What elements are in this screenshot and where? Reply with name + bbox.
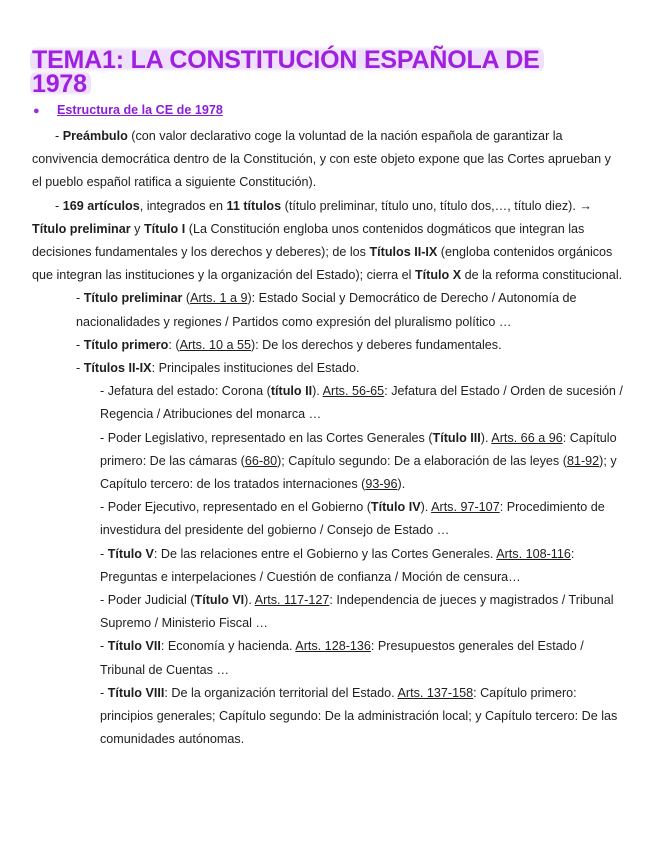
- article-ref[interactable]: Arts. 108-116: [496, 546, 571, 561]
- bold-term: Título preliminar: [83, 291, 183, 306]
- bullet-item: [33, 101, 223, 120]
- text: ).: [312, 384, 323, 399]
- text: : Capítulo primero: De las cámaras (: [100, 430, 617, 468]
- bold-term: Título VI: [194, 593, 245, 608]
- article-ref[interactable]: Arts. 97-107: [431, 500, 500, 515]
- bold-term: Título I: [143, 221, 186, 236]
- preambulo-paragraph: [32, 125, 624, 195]
- preliminar-item: [32, 287, 624, 333]
- article-ref[interactable]: Arts. 1 a 9: [190, 291, 248, 306]
- article-ref[interactable]: Arts. 117-127: [254, 593, 330, 608]
- titulos-item: [32, 357, 624, 380]
- bold-term: 169 artículos: [62, 198, 140, 213]
- bold-term: Título V: [107, 546, 154, 561]
- article-ref[interactable]: Arts. 10 a 55: [179, 337, 251, 352]
- bold-term: Título primero: [83, 337, 169, 352]
- text: : Principales instituciones del Estado.: [151, 361, 360, 376]
- text: : Jefatura del Estado / Orden de sucesión / Regencia / Atribuciones del monarca …: [100, 384, 623, 422]
- judicial-item: [32, 589, 624, 635]
- text: de la reforma constitucional.: [461, 268, 623, 283]
- bold-term: Título III: [432, 430, 481, 445]
- dash: -: [76, 361, 84, 376]
- text: : Procedimiento de investidura del presidente del gobierno / Consejo de Estado …: [100, 500, 605, 538]
- document-body: [32, 125, 624, 751]
- article-ref[interactable]: 66-80: [244, 453, 278, 468]
- dash: -: [76, 291, 84, 306]
- article-ref[interactable]: 93-96: [365, 477, 398, 492]
- text: ).: [480, 430, 492, 445]
- titulo-vii-item: [32, 635, 624, 681]
- dash: -: [76, 337, 84, 352]
- bold-term: Título VIII: [107, 685, 165, 700]
- text: : Independencia de jueces y magistrados / Tribunal Supremo / Ministerio Fiscal …: [100, 593, 614, 631]
- bold-term: Títulos II-IX: [369, 245, 438, 260]
- text: : De las relaciones entre el Gobierno y las Cortes Generales.: [153, 546, 497, 561]
- legislativo-item: [32, 427, 624, 497]
- text: (engloba contenidos orgánicos que integran las instituciones y la organización del Estado); cierra el: [32, 245, 613, 283]
- bold-term: título II: [270, 384, 313, 399]
- articulos-paragraph: [32, 195, 624, 288]
- text: (La Constitución engloba unos contenidos dogmáticos que integran las decisiones fundamentales y los derechos y deberes); de los: [32, 221, 585, 260]
- text: : Presupuestos generales del Estado / Tribunal de Cuentas …: [100, 639, 584, 677]
- text: ): Estado Social y Democrático de Derecho / Autonomía de nacionalidades y regiones / Partidos como expresión del pluralismo político …: [76, 291, 577, 329]
- dash: -: [55, 129, 63, 143]
- preambulo-text: (con valor declarativo coge la voluntad de la nación española de garantizar la convivencia democrática dentro de la Constitución, y con este objeto expone que las Cortes aprueban y el pueblo español ratifica a siguiente Constitución).: [32, 129, 611, 190]
- text: - Poder Ejecutivo, representado en el Gobierno (: [100, 500, 371, 515]
- text: (título preliminar, título uno, título dos,…, título diez). →: [281, 198, 592, 213]
- text: ).: [397, 477, 406, 492]
- bold-term: Títulos II-IX: [83, 361, 152, 376]
- text: ): De los derechos y deberes fundamentales.: [250, 337, 502, 352]
- text: - Poder Legislativo, representado en las Cortes Generales (: [100, 430, 433, 445]
- titulo-viii-item: [32, 682, 624, 752]
- titulo-v-item: [32, 543, 624, 589]
- primero-item: [32, 334, 624, 357]
- bold-term: 11 títulos: [226, 198, 282, 213]
- text: ).: [244, 593, 255, 608]
- preambulo-term: Preámbulo: [62, 129, 128, 143]
- article-ref[interactable]: Arts. 56-65: [322, 384, 385, 399]
- text: -: [100, 546, 108, 561]
- text: : Capítulo primero: principios generales; Capítulo segundo: De la administración local; y Capítulo tercero: De las comunidades autónomas.: [100, 685, 618, 747]
- text: - Jefatura del estado: Corona (: [100, 384, 271, 399]
- bold-term: Título VII: [107, 639, 161, 654]
- text: ); Capítulo segundo: De a elaboración de las leyes (: [277, 453, 567, 468]
- text: y: [130, 221, 144, 236]
- text: : (: [168, 337, 180, 352]
- text: - Poder Judicial (: [100, 593, 195, 608]
- page-title: [30, 48, 600, 96]
- article-ref[interactable]: Arts. 66 a 96: [491, 430, 563, 445]
- text: : Economía y hacienda.: [160, 639, 296, 654]
- bold-term: Título X: [414, 268, 462, 283]
- article-ref[interactable]: Arts. 137-158: [397, 685, 474, 700]
- text: -: [100, 685, 108, 700]
- dash: -: [55, 198, 63, 213]
- article-ref[interactable]: 81-92: [566, 453, 600, 468]
- title-highlight: TEMA1: LA CONSTITUCIÓN ESPAÑOLA DE 1978: [30, 46, 544, 98]
- text: ).: [420, 500, 432, 515]
- article-ref[interactable]: Arts. 128-136: [295, 639, 371, 654]
- text: (: [182, 291, 191, 306]
- text: : Preguntas e interpelaciones / Cuestión de confianza / Moción de censura…: [100, 546, 575, 584]
- bold-term: Título preliminar: [32, 221, 131, 236]
- ejecutivo-item: [32, 496, 624, 542]
- bullet-dot-icon: ●: [33, 105, 40, 117]
- text: -: [100, 639, 108, 654]
- bold-term: Título IV: [370, 500, 421, 515]
- corona-item: [32, 380, 624, 426]
- structure-link[interactable]: Estructura de la CE de 1978: [57, 103, 223, 117]
- text: , integrados en: [139, 198, 227, 213]
- text: : De la organización territorial del Estado.: [164, 685, 398, 700]
- text: ); y Capítulo tercero: de los tratados internaciones (: [100, 453, 617, 492]
